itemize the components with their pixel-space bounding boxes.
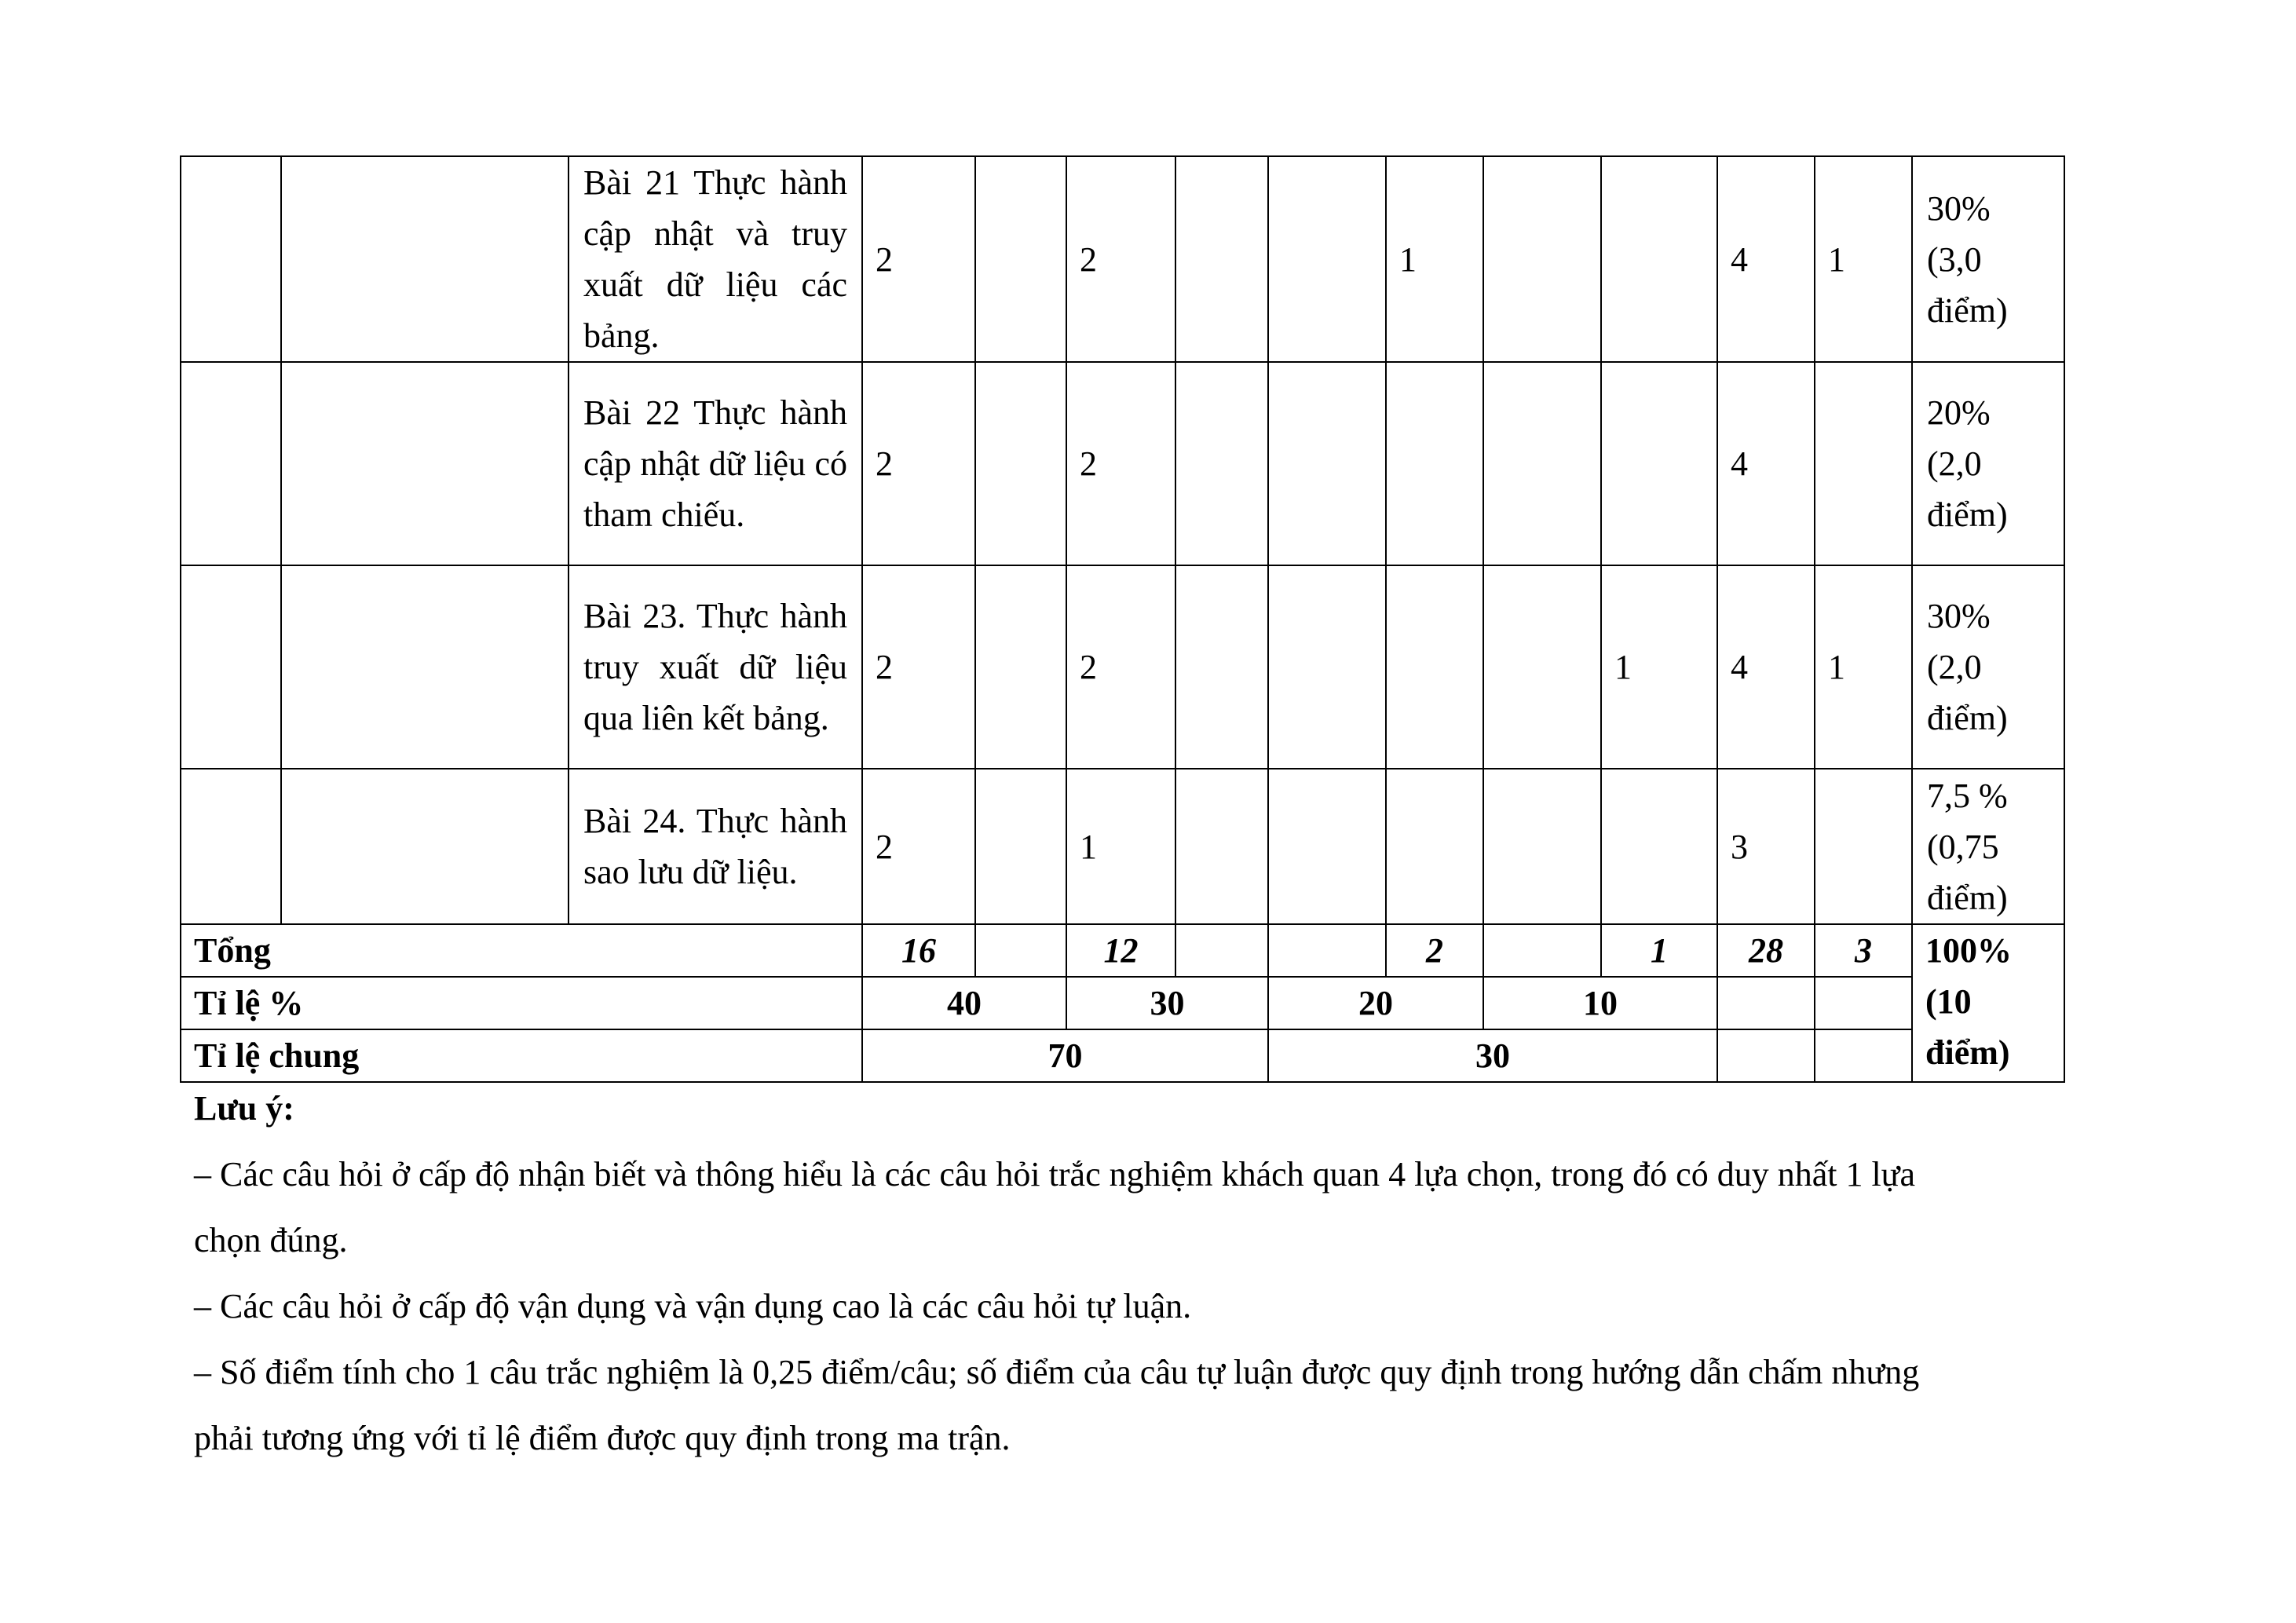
percent-cell: 7,5 % (0,75 điểm) — [1912, 769, 2064, 924]
table-row — [181, 769, 2064, 924]
percent-cell: 20% (2,0 điểm) — [1912, 362, 2064, 565]
lesson-name: Bài 21 Thực hành cập nhật và truy xuất dữ liệu các bảng. — [569, 156, 862, 362]
count-cell — [1601, 362, 1717, 565]
count-cell: 4 — [1717, 156, 1815, 362]
note-line: – Các câu hỏi ở cấp độ vận dụng và vận dụng cao là các câu hỏi tự luận. — [194, 1287, 1192, 1325]
total-cell — [975, 924, 1066, 977]
percent-cell: 30% (2,0 điểm) — [1912, 565, 2064, 769]
total-cell: 2 — [1386, 924, 1483, 977]
ratio-label: Tỉ lệ % — [181, 977, 862, 1029]
count-cell — [1268, 156, 1386, 362]
count-cell: 1 — [1386, 156, 1483, 362]
count-cell: 2 — [862, 156, 975, 362]
ratio-value: 20 — [1268, 977, 1483, 1029]
common-ratio-value: 70 — [862, 1029, 1268, 1082]
count-cell — [1483, 156, 1601, 362]
common-ratio-row — [181, 1029, 2064, 1082]
note-line: phải tương ứng với tỉ lệ điểm được quy định trong ma trận. — [194, 1419, 1011, 1457]
count-cell: 4 — [1717, 565, 1815, 769]
total-label: Tổng — [181, 924, 862, 977]
count-cell — [1601, 769, 1717, 924]
count-cell: 2 — [1066, 362, 1175, 565]
total-cell — [1268, 924, 1386, 977]
total-cell — [1483, 924, 1601, 977]
count-cell: 2 — [862, 362, 975, 565]
count-cell — [1175, 362, 1268, 565]
table-cell-empty — [181, 769, 281, 924]
table-cell-empty — [281, 156, 569, 362]
notes-title: Lưu ý: — [194, 1089, 294, 1128]
count-cell: 1 — [1815, 156, 1912, 362]
table-row — [181, 362, 2064, 565]
count-cell: 2 — [862, 769, 975, 924]
lesson-name: Bài 24. Thực hành sao lưu dữ liệu. — [569, 769, 862, 924]
table-cell-empty — [281, 362, 569, 565]
count-cell — [1268, 565, 1386, 769]
count-cell: 1 — [1815, 565, 1912, 769]
ratio-value: 40 — [862, 977, 1066, 1029]
table-cell-empty — [181, 156, 281, 362]
ratio-row — [181, 977, 2064, 1029]
count-cell — [1483, 769, 1601, 924]
table-cell-empty — [181, 362, 281, 565]
table-cell-empty — [281, 769, 569, 924]
count-cell: 3 — [1717, 769, 1815, 924]
note-line: – Số điểm tính cho 1 câu trắc nghiệm là 0,25 điểm/câu; số điểm của câu tự luận được quy định trong hướng dẫn chấm nhưng — [194, 1353, 1920, 1391]
count-cell: 1 — [1601, 565, 1717, 769]
count-cell — [1268, 769, 1386, 924]
count-cell: 2 — [1066, 156, 1175, 362]
count-cell — [1175, 769, 1268, 924]
count-cell — [1175, 565, 1268, 769]
lesson-name: Bài 23. Thực hành truy xuất dữ liệu qua liên kết bảng. — [569, 565, 862, 769]
note-line: chọn đúng. — [194, 1221, 348, 1259]
count-cell — [1268, 362, 1386, 565]
ratio-value: 10 — [1483, 977, 1717, 1029]
count-cell — [1483, 362, 1601, 565]
common-ratio-label: Tỉ lệ chung — [181, 1029, 862, 1082]
count-cell: 4 — [1717, 362, 1815, 565]
total-percent: 100% (10 điểm) — [1912, 924, 2064, 1082]
table-cell-empty — [281, 565, 569, 769]
table-cell-empty — [1717, 977, 1815, 1029]
count-cell: 2 — [1066, 565, 1175, 769]
notes-section — [194, 1076, 2126, 1471]
total-cell: 12 — [1066, 924, 1175, 977]
lesson-name: Bài 22 Thực hành cập nhật dữ liệu có tham chiếu. — [569, 362, 862, 565]
count-cell — [1386, 769, 1483, 924]
total-cell: 3 — [1815, 924, 1912, 977]
count-cell — [975, 565, 1066, 769]
table-cell-empty — [1815, 1029, 1912, 1082]
count-cell — [975, 156, 1066, 362]
percent-cell: 30% (3,0 điểm) — [1912, 156, 2064, 362]
count-cell — [1815, 769, 1912, 924]
count-cell — [1386, 362, 1483, 565]
count-cell — [1175, 156, 1268, 362]
count-cell — [1815, 362, 1912, 565]
common-ratio-value: 30 — [1268, 1029, 1717, 1082]
total-cell: 28 — [1717, 924, 1815, 977]
table-row — [181, 156, 2064, 362]
table-cell-empty — [181, 565, 281, 769]
count-cell — [1483, 565, 1601, 769]
total-row — [181, 924, 2064, 977]
table-row — [181, 565, 2064, 769]
table-cell-empty — [1717, 1029, 1815, 1082]
count-cell — [1386, 565, 1483, 769]
count-cell: 1 — [1066, 769, 1175, 924]
note-line: – Các câu hỏi ở cấp độ nhận biết và thông hiểu là các câu hỏi trắc nghiệm khách quan 4 lựa chọn, trong đó có duy nhất 1 lựa — [194, 1155, 1916, 1193]
total-cell: 16 — [862, 924, 975, 977]
count-cell — [975, 362, 1066, 565]
count-cell: 2 — [862, 565, 975, 769]
count-cell — [1601, 156, 1717, 362]
total-cell — [1175, 924, 1268, 977]
count-cell — [975, 769, 1066, 924]
total-cell: 1 — [1601, 924, 1717, 977]
exam-matrix-table — [180, 155, 2065, 1083]
ratio-value: 30 — [1066, 977, 1268, 1029]
table-cell-empty — [1815, 977, 1912, 1029]
